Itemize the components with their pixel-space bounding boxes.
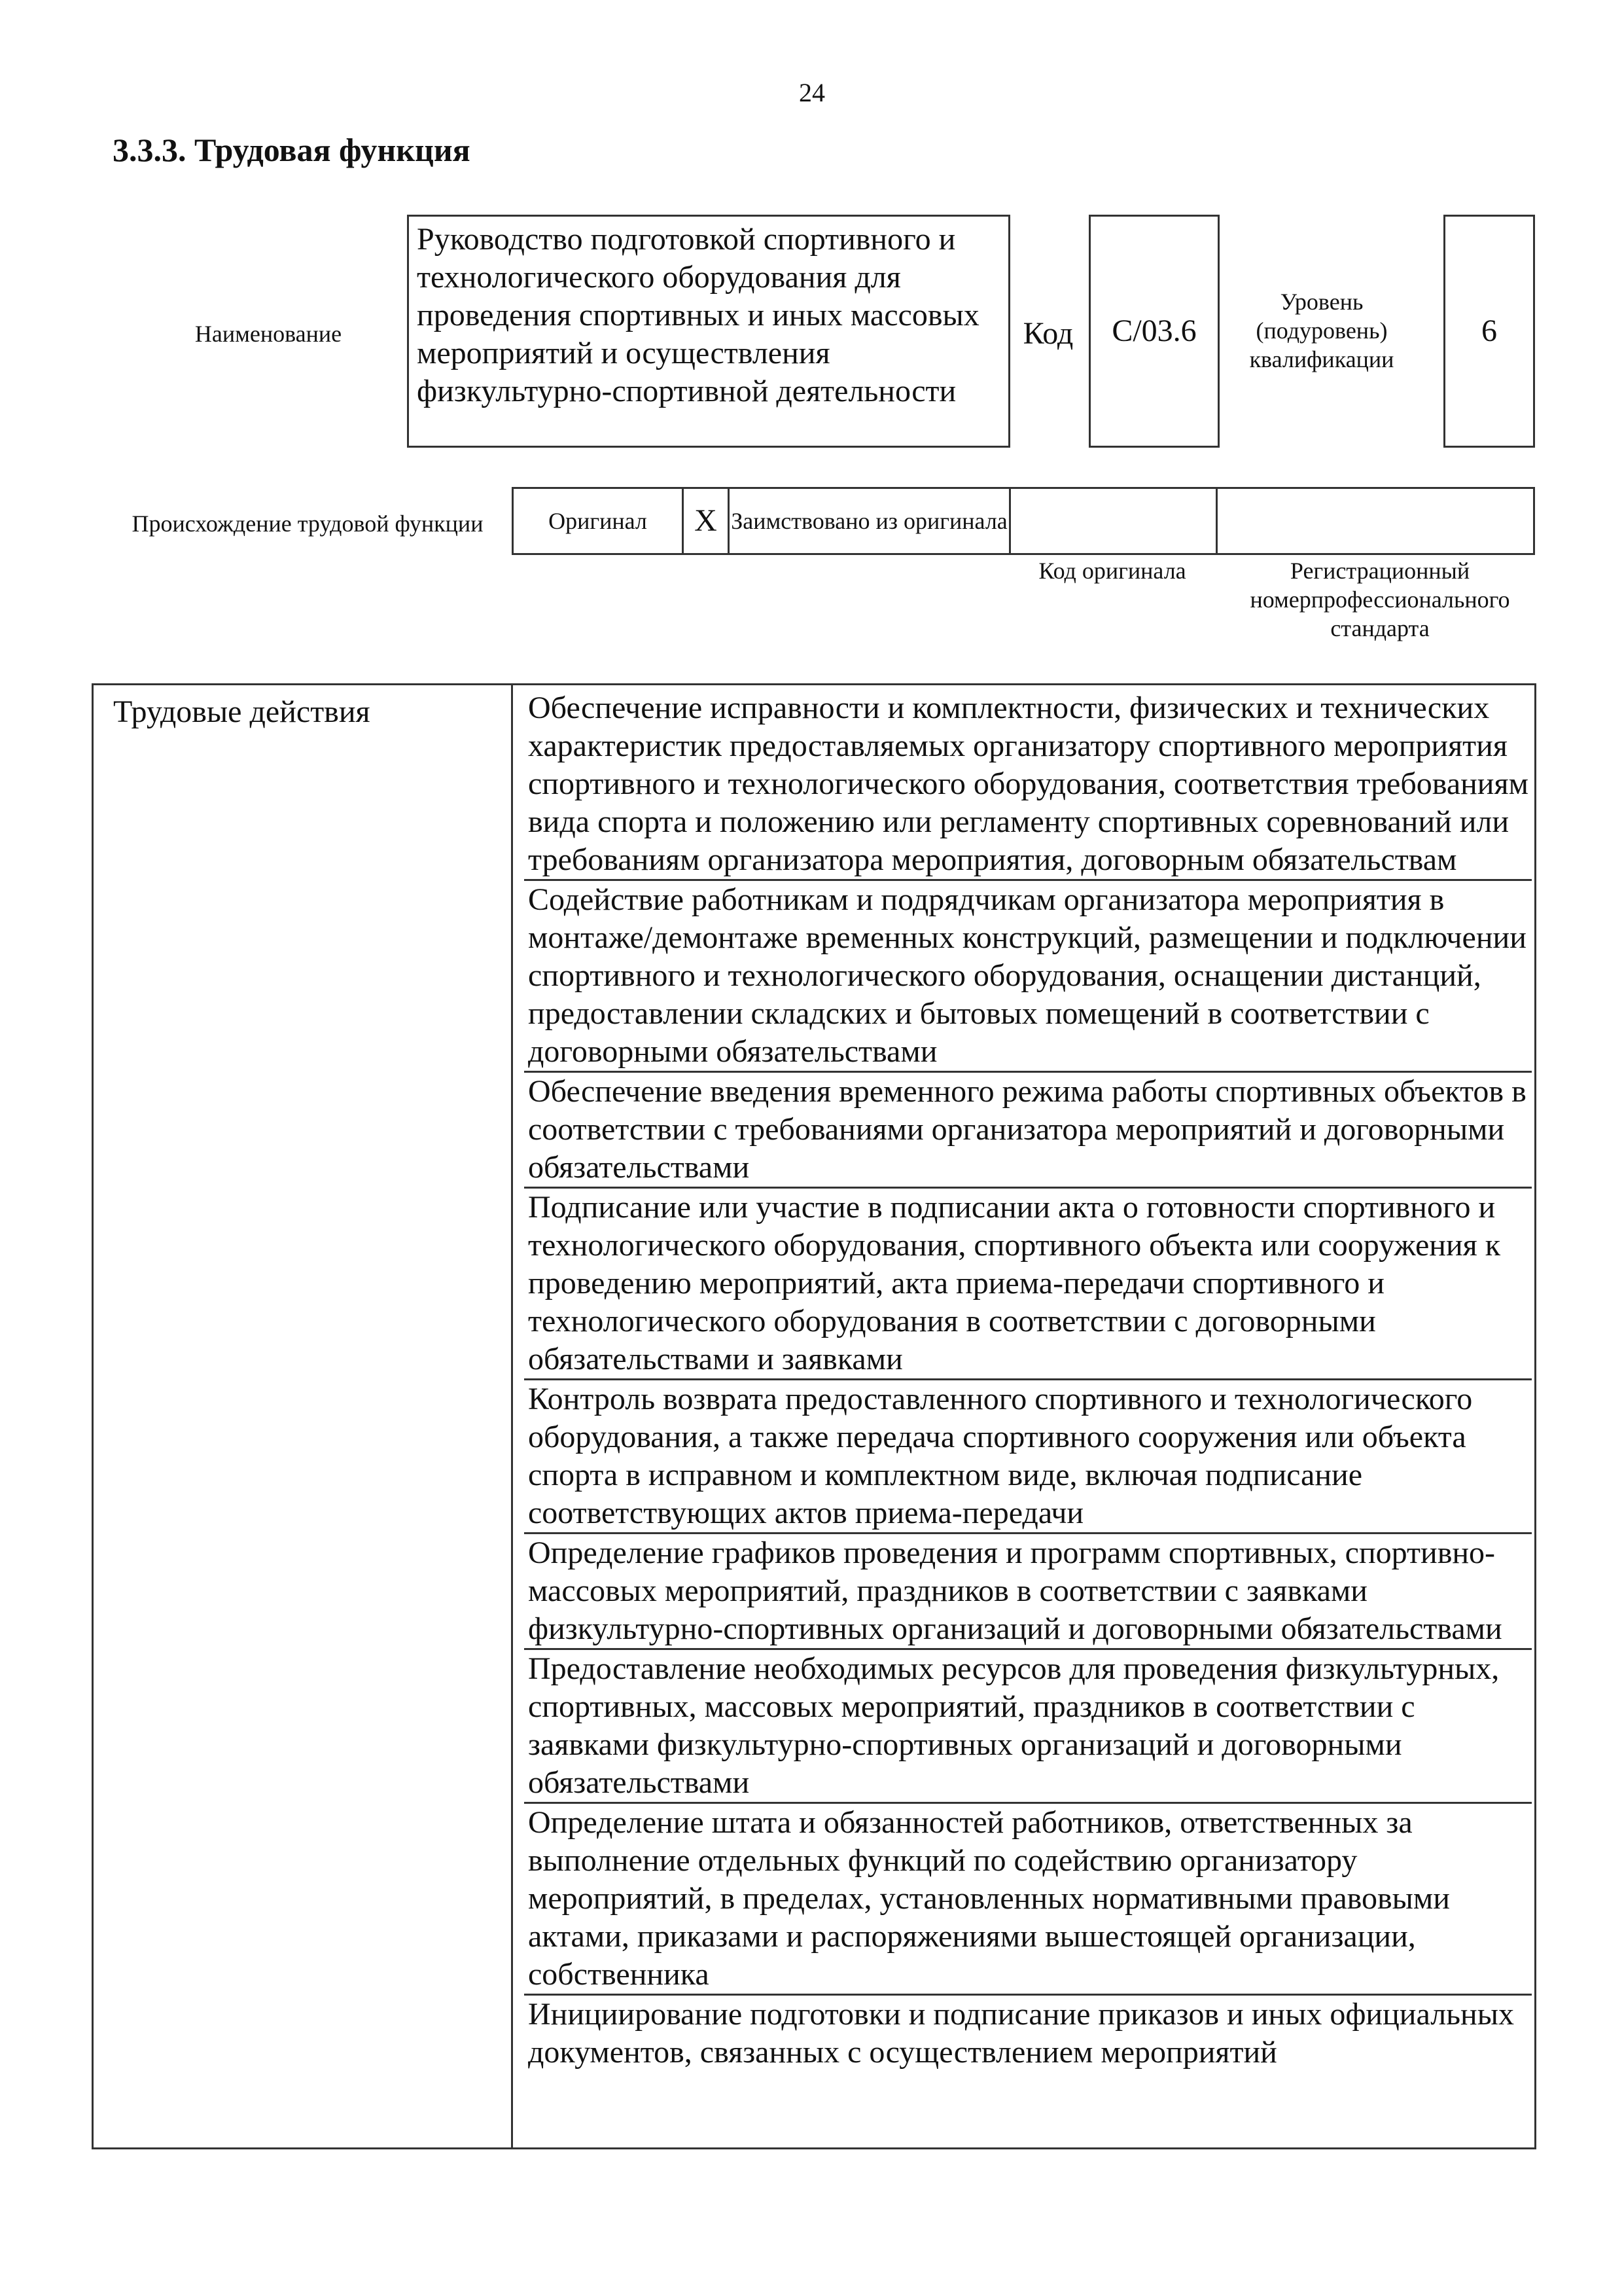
original-mark-cell	[684, 489, 730, 553]
borrowed-label: Заимствовано из оригинала	[731, 508, 1008, 534]
section-title: 3.3.3. Трудовая функция	[113, 132, 470, 168]
origin-label: Происхождение трудовой функции	[132, 511, 484, 537]
labor-actions-header: Трудовые действия	[113, 694, 370, 729]
labor-action-item: Инициирование подготовки и подписание приказов и иных официальных документов, связанных с осуществлением мероприятий	[528, 1997, 1514, 2070]
labor-action-item: Предоставление необходимых ресурсов для проведения физкультурных, спортивных, массовых мероприятий, праздников в соответствии с заявками физкультурно-спортивных организаций и договорными обязательствами	[524, 1650, 1532, 1804]
original-mark: X	[694, 503, 717, 538]
reg-number-cell	[1218, 489, 1533, 553]
borrowed-cell	[730, 489, 1011, 553]
code-value: C/03.6	[1112, 314, 1197, 348]
function-name-value: Руководство подготовкой спортивного и технологического оборудования для проведения спортивных и иных массовых мероприятий и осуществления физкультурно-спортивной деятельности	[417, 222, 980, 408]
labor-actions-table	[92, 683, 1536, 2149]
level-value: 6	[1481, 314, 1497, 348]
labor-action-item: Обеспечение исправности и комплектности, физических и технических характеристик предоставляемых организатору спортивного мероприятия спортивного и технологического оборудования, соответствия требованиям вида спорта и положению или регламенту спортивных соревнований или требованиям организатора мероприятия, договорным обязательствам	[524, 689, 1532, 881]
original-label-cell	[514, 489, 684, 553]
code-original-label: Код оригинала	[1038, 558, 1186, 584]
level-label: Уровень (подуровень) квалификации	[1249, 289, 1394, 372]
code-original-cell	[1011, 489, 1218, 553]
labor-action-item: Обеспечение введения временного режима работы спортивных объектов в соответствии с требованиями организатора мероприятий и договорными обязательствами	[524, 1073, 1532, 1189]
page-number: 24	[799, 78, 825, 107]
labor-action-item: Контроль возврата предоставленного спортивного и технологического оборудования, а также передача спортивного сооружения или объекта спорта в исправном и комплектном виде, включая подписание соответствующих актов приема-передачи	[524, 1380, 1532, 1534]
code-label: Код	[1023, 316, 1074, 351]
original-label: Оригинал	[548, 508, 647, 534]
code-box	[1089, 215, 1220, 448]
column-divider	[511, 685, 513, 2147]
labor-action-item: Подписание или участие в подписании акта о готовности спортивного и технологического оборудования, спортивного объекта или сооружения к проведению мероприятий, акта приема-передачи спортивного и технологического оборудования в соответствии с договорными обязательствами и заявками	[524, 1189, 1532, 1380]
origin-row	[512, 487, 1535, 555]
labor-actions-list	[524, 689, 1532, 2072]
function-name-box	[407, 215, 1010, 448]
reg-number-label: Регистрационный номерпрофессионального стандарта	[1250, 558, 1510, 641]
labor-action-item: Определение графиков проведения и программ спортивных, спортивно-массовых мероприятий, праздников в соответствии с заявками физкультурно-спортивных организаций и договорными обязательствами	[524, 1534, 1532, 1650]
labor-action-item: Содействие работникам и подрядчикам организатора мероприятия в монтаже/демонтаже временных конструкций, размещении и подключении спортивного и технологического оборудования, оснащении дистанций, предоставлении складских и бытовых помещений в соответствии с договорными обязательствами	[524, 881, 1532, 1073]
labor-action-item: Определение штата и обязанностей работников, ответственных за выполнение отдельных функций по содействию организатору мероприятий, в пределах, установленных нормативными правовыми актами, приказами и распоряжениями вышестоящей организации, собственника	[524, 1804, 1532, 1996]
level-box	[1443, 215, 1535, 448]
name-label: Наименование	[194, 321, 342, 347]
